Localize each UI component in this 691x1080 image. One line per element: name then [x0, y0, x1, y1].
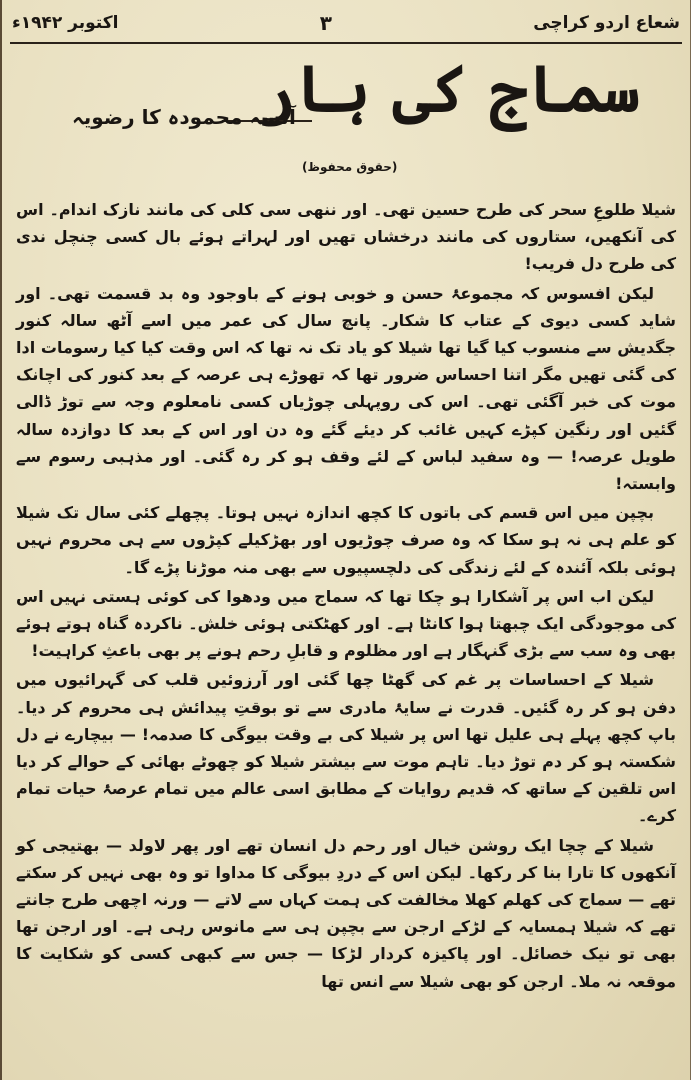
paragraph: بچپن میں اس قسم کی باتوں کا کچھ اندازہ نہیں ہوتا۔ پچھلے کئی سال تک شیلا کو علم ہی نہ ہو سکا کہ وہ صرف چوڑیوں اور بھڑکیلے کپڑوں سے ہی محروم نہیں ہوئی بلکہ آئندہ کے لئے زندگی کی دلچسپیوں سے بھی منہ موڑنا پڑے گا۔ [16, 503, 676, 577]
paragraph: لیکن اب اس پر آشکارا ہو چکا تھا کہ سماج میں ودھوا کی کوئی ہستی نہیں اس کی موجودگی ایک چبھتا ہوا کانٹا ہے۔ اور کھٹکتی ہوئی خلش۔ ناکردہ گناہ ہوتے ہوئے بھی وہ سب سے بڑی گنہگار ہے اور مظلوم و قابلِ رحم ہونے پر بھی باعثِ کراہیت! [16, 586, 676, 661]
article-body [16, 196, 676, 997]
paragraph: شیلا کے احساسات پر غم کی گھٹا چھا گئی اور آرزوئیں قلب کی گہرائیوں میں دفن ہو کر رہ گئیں۔ قدرت نے سایۂ مادری سے تو بوقتِ پیدائش ہی محروم کر دیا۔ باپ کچھ پہلے ہی علیل تھا اس پر شیلا کی بے وقت بیوگی کا صدمہ! — بیچارے نے دل شکستہ ہو کر دم توڑ دیا۔ تاہم موت سے بیشتر شیلا کو چھوٹے بھائی کے حوالے کر دیا اس تلقین کے ساتھ کہ قدیم روایات کے مطابق اسی عالم میں تمام عرصۂ حیات تمام کرے۔ [16, 670, 676, 826]
publication-name: شعاع اردو کراچی [533, 13, 680, 33]
page-header [12, 6, 680, 40]
issue-date: اکتوبر ۱۹۴۲ء [12, 13, 119, 33]
article-author: آنسہ محمودہ کا رضویہ [72, 105, 296, 129]
paragraph: لیکن افسوس کہ مجموعۂ حسن و خوبی ہونے کے باوجود وہ بد قسمت تھی۔ اور شاید کسی دیوی کے عتاب کا شکار۔ پانچ سال کی عمر میں اسے آٹھ سالہ کنور جگدیش سے منسوب کیا گیا تھا شیلا کو یاد تک نہ تھا کہ اس وقت کیا کیا رسومات ادا کی گئی تھیں مگر اتنا احساس ضرور تھا کہ تھوڑے ہی عرصہ کے بعد کنور کی اچانک موت کی خبر آگئی تھی۔ اس کی روپہلی چوڑیاں کسی نامعلوم وجہ سے توڑ ڈالی گئیں اور رنگین کپڑے کہیں غائب کر دیئے گئے وہ دن اور اس کے بعد کا دوازدہ سالہ طویل عرصہ! — وہ سفید لباس کے لئے وقف ہو کر رہ گئی۔ اور مذہبی رسوم سے وابستہ! [16, 283, 676, 494]
paragraph: شیلا کے چچا ایک روشن خیال اور رحم دل انسان تھے اور پھر لاولد — بھتیجی کو آنکھوں کا تارا بنا کر رکھا۔ لیکن اس کے دردِ بیوگی کا مداوا تو وہ بھی نہیں کر سکتے تھے — سماج کی کھلم کھلا مخالفت کی ہمت کہاں سے لاتے — ورنہ اچھی طرح جانتے تھے کہ شیلا ہمسایہ کے لڑکے ارجن سے بچپن ہی سے مانوس رہی ہے۔ اور ارجن تھا بھی تو نیک خصائل۔ اور پاکیزہ کردار لڑکا — جس سے کبھی کسی کو شکایت کا موقعہ نہ ملا۔ ارجن کو بھی شیلا سے انس تھا [16, 835, 676, 991]
rights-notice: (حقوق محفوظ) [302, 160, 398, 174]
paragraph: شیلا طلوعِ سحر کی طرح حسین تھی۔ اور ننھی سی کلی کی مانند نازک اندام۔ اس کی آنکھیں، ستاروں کی مانند درخشاں تھیں اور لہراتے ہوئے بال کسی چنچل ندی کی طرح دل فریب! [16, 200, 676, 274]
header-rule [10, 42, 682, 44]
article-title: سماج کی ہار [257, 52, 640, 127]
page-number: ٣ [319, 11, 332, 35]
